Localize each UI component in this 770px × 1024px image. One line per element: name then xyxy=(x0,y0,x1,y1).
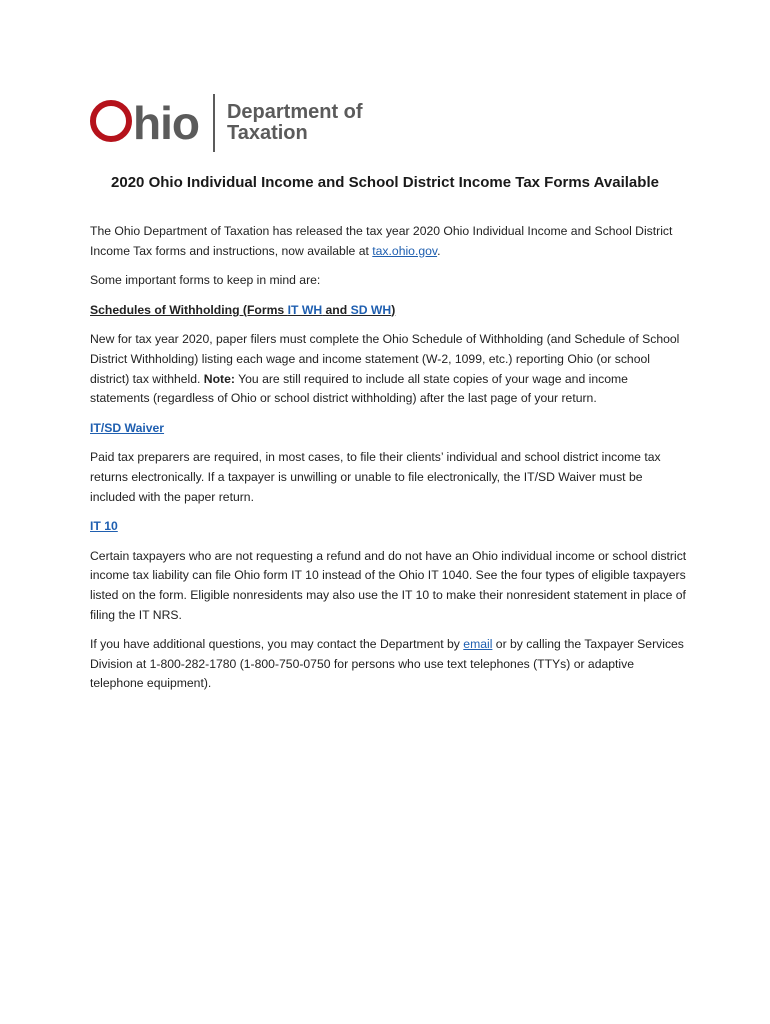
ohio-taxation-logo xyxy=(90,94,363,152)
it-sd-waiver-link[interactable]: IT/SD Waiver xyxy=(90,420,165,435)
contact-pre: If you have additional questions, you may contact the Department by xyxy=(90,637,464,652)
ohio-wordmark-rest: hio xyxy=(133,97,199,149)
withholding-body-pre: New for tax year 2020, paper filers must complete the Ohio Schedule of Withholding (and Schedule of School District Withholding) listing each wage and income statement (W-2, 1099, etc.) reporting Ohio (or school district) tax withheld. xyxy=(90,332,680,386)
withholding-body-post: You are still required to include all state copies of your wage and income statements (regardless of Ohio or school district withholding) after the last page of your return. xyxy=(90,371,628,406)
withholding-heading-post: ) xyxy=(391,302,396,317)
intro-text: The Ohio Department of Taxation has released the tax year 2020 Ohio Individual Income and School District Income Tax forms and instructions, now available at xyxy=(90,224,673,258)
sd-wh-link[interactable]: SD WH xyxy=(350,302,392,317)
document-body xyxy=(90,222,690,704)
withholding-heading-mid: and xyxy=(322,302,351,317)
page-title: 2020 Ohio Individual Income and School District Income Tax Forms Available xyxy=(111,174,659,191)
it-wh-link[interactable]: IT WH xyxy=(287,302,323,317)
ohio-wordmark xyxy=(90,97,199,149)
note-label: Note: xyxy=(203,371,235,386)
withholding-heading xyxy=(90,301,690,321)
department-line-2: Taxation xyxy=(226,122,308,144)
keep-in-mind-text: Some important forms to keep in mind are: xyxy=(90,273,321,288)
it-10-link[interactable]: IT 10 xyxy=(90,519,118,534)
tax-ohio-gov-link[interactable]: tax.ohio.gov xyxy=(372,243,438,258)
contact-post: or by calling the Taxpayer Services Division at 1-800-282-1780 (1-800-750-0750 for persons who use text telephones (TTYs) or adaptive telephone equipment). xyxy=(90,637,684,691)
it10-paragraph: Certain taxpayers who are not requesting a refund and do not have an Ohio individual income or school district income tax liability can file Ohio form IT 10 instead of the Ohio IT 1040. See the four types of eligible taxpayers listed on the form. Eligible nonresidents may also use the IT 10 to make their nonresident statement in place of filing the IT NRS. xyxy=(90,548,687,622)
ohio-o-ring-icon xyxy=(90,100,132,142)
email-link[interactable]: email xyxy=(463,637,493,652)
contact-paragraph xyxy=(90,635,690,694)
intro-after: . xyxy=(437,243,441,258)
department-name xyxy=(227,102,363,144)
department-line-1: Department of xyxy=(226,101,363,123)
intro-paragraph xyxy=(90,222,690,261)
withholding-paragraph xyxy=(90,330,690,408)
logo-divider xyxy=(213,94,215,152)
withholding-heading-pre: Schedules of Withholding (Forms xyxy=(90,302,288,317)
waiver-paragraph: Paid tax preparers are required, in most cases, to file their clients’ individual and school district income tax returns electronically. If a taxpayer is unwilling or unable to file electronically, the IT/SD Waiver must be included with the paper return. xyxy=(90,450,661,504)
